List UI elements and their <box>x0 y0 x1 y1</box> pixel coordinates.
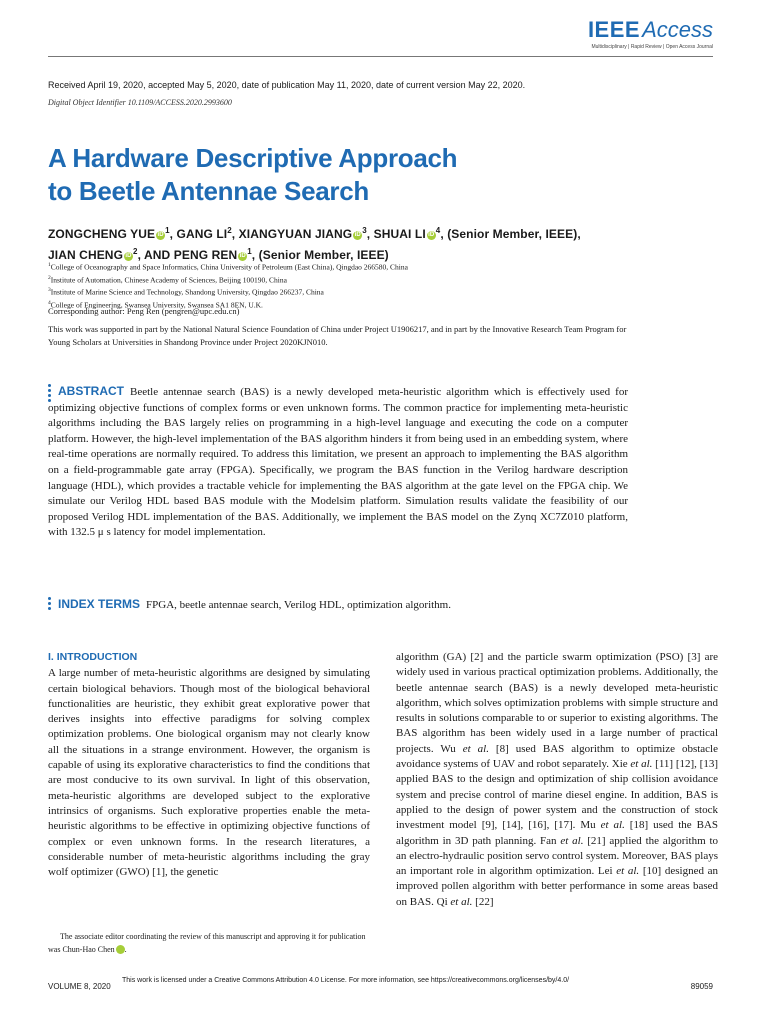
orcid-icon[interactable]: iD <box>125 253 132 259</box>
header-rule <box>48 56 713 57</box>
et-al: et al. <box>616 865 640 878</box>
author-membership: , (Senior Member, IEEE), <box>440 227 581 241</box>
intro-paragraph: A large number of meta-heuristic algorithms are designed by simulating certain biological behaviors. Though most of the biological behavioral functionalities are heuristic, they exhibit great explorative power that derives insights into effective paradigms for solving complex optimization problems. One biological organism may not clearly know all the situations in a strange environment. However, the organism is capable of using its explorative characteristics to find the conditions that are most conducive to its own survival. In light of this observation, meta-heuristic algorithms are developed subject to the explorative intrinsics of organisms. Such explorative properties enable the meta-heuristic algorithms to be effective in optimizing objective functions of complex or even unknown forms. In the research literatures, a considerable number of meta-heuristic algorithms including the gray wolf optimizer (GWO) [1], the genetic <box>48 667 370 879</box>
author-name: , XIANGYUAN JIANG <box>231 227 353 241</box>
author-list <box>48 222 688 264</box>
author-affil-number: 3 <box>362 226 367 235</box>
paper-title <box>48 142 568 208</box>
intro-text: [18] used the BAS algorithm in 3D path planning. Fan <box>396 819 719 847</box>
orcid-icon[interactable]: iD <box>157 232 164 238</box>
index-terms-heading: INDEX TERMS <box>58 597 141 611</box>
logo-bold: IEEE <box>587 17 641 42</box>
orcid-icon[interactable]: iD <box>116 945 125 954</box>
journal-logo <box>588 18 713 50</box>
author-name: JIAN CHENG <box>48 248 124 262</box>
et-al: et al. <box>630 758 653 771</box>
footer-volume: VOLUME 8, 2020 <box>48 982 111 991</box>
orcid-icon[interactable]: iD <box>428 232 435 238</box>
orcid-icon[interactable]: iD <box>239 253 246 259</box>
author-affil-number: 1 <box>165 226 170 235</box>
intro-text: [21] applied the algorithm to an electro-hydraulic position servo control system. Moreover, BAS plays an important role in algorithm optimization. Lei <box>396 834 719 878</box>
abstract-heading: ABSTRACT <box>58 384 124 398</box>
body-column-left <box>48 650 370 880</box>
et-al: et al. <box>450 895 473 908</box>
author-name: , GANG LI <box>169 227 228 241</box>
intro-text: [11] [12], [13] applied BAS to the design and optimization of ship collision avoidance system and precise control of marine diesel engine. In addition, BAS is applied to the design of power system and the construction of stock investment model [9], [14], [16], [17]. Mu <box>396 758 718 832</box>
affiliation-text: Institute of Marine Science and Technology, Shandong University, Qingdao 266237, China <box>50 287 324 297</box>
affiliation-number: 3 <box>48 287 51 293</box>
affiliation-number: 2 <box>48 274 51 281</box>
author-name: ZONGCHENG YUE <box>48 227 156 241</box>
orcid-icon[interactable]: iD <box>354 232 361 238</box>
abstract-text: Beetle antennae search (BAS) is a newly developed meta-heuristic algorithm which is effectively used for optimizing objective functions of complex forms or even unknown forms. The common practice for implementing meta-heuristic algorithms including the BAS largely relies on programming in a high-level language and executing the code on a computer platform. However, the high-level implementation of the BAS algorithm hinders it from being used in an embedding system, where real-time operations are normally required. To address this limitation, we present an approach to implementing the BAS algorithm on a field-programmable gate array (FPGA). Specifically, we program the BAS function in the Verilog hardware description language (HDL), which provides a tractable vehicle for implementing the BAS algorithm at the gate level on the FPGA chip. We simulate our Verilog HDL based BAS module with the Modelsim platform. Simulation results validate the feasibility of our proposed Verilog HDL implementation of the BAS. Additionally, we implement the BAS model on the Zynq XC7Z010 platform, with 132.5 μ s latency for model implementation. <box>48 386 628 539</box>
affiliation-list <box>48 260 408 310</box>
received-dates: Received April 19, 2020, accepted May 5, 2020, date of publication May 11, 2020, date of current version May 22, 2020. <box>48 80 526 90</box>
author-membership: , (Senior Member, IEEE) <box>251 248 389 262</box>
author-affil-number: 2 <box>227 226 232 235</box>
et-al: et al. <box>560 834 584 847</box>
author-name: , SHUAI LI <box>366 227 426 241</box>
intro-text: [8] used BAS algorithm to optimize obstacle avoidance systems of UAV and robot separately. Xie <box>396 742 718 771</box>
doi: Digital Object Identifier 10.1109/ACCESS.2020.2993600 <box>48 98 232 107</box>
affiliation <box>48 273 408 286</box>
section-heading: I. INTRODUCTION <box>48 651 138 663</box>
index-terms <box>48 597 628 613</box>
intro-text: algorithm (GA) [2] and the particle swarm optimization (PSO) [3] are widely used in various practical optimization problems. Additionally, the beetle antennae search (BAS) is a newly developed meta-heuristic algorithm, which solves optimization problems with simple structure and results in solutions comparable to or superior to existing algorithms. The BAS algorithm has been widely used in a large number of practical projects. Wu <box>396 651 718 755</box>
page-number: 89059 <box>690 982 713 991</box>
author-affil-number: 4 <box>435 226 441 235</box>
intro-text: [22] <box>472 895 494 908</box>
title-line-1: A Hardware Descriptive Approach <box>48 143 458 173</box>
editor-footnote: The associate editor coordinating the review of this manuscript and approving it for publication was Chun-Hao Chen iD. <box>48 932 366 954</box>
author-affil-number: 2 <box>133 247 138 256</box>
footer-license[interactable]: This work is licensed under a Creative Commons Attribution 4.0 License. For more information, see https://creativecommons.org/licenses/by/4.0/ <box>122 977 570 984</box>
affiliation <box>48 260 408 273</box>
affiliation-text: Institute of Automation, Chinese Academy of Sciences, Beijing 100190, China <box>50 275 287 284</box>
affiliation-text: College of Engineering, Swansea University, Swansea SA1 8EN, U.K. <box>50 300 263 309</box>
index-terms-text: FPGA, beetle antennae search, Verilog HDL, optimization algorithm. <box>146 599 451 611</box>
affiliation-number: 1 <box>48 262 51 268</box>
funding-statement: This work was supported in part by the National Natural Science Foundation of China under Project U1906217, and in part by the Innovative Research Team Program for Young Scholars at Universities in Shandong Province under Project 2020KJN010. <box>48 324 627 347</box>
affiliation-number: 4 <box>48 299 51 306</box>
body-column-right <box>396 650 718 910</box>
et-al: et al. <box>600 819 625 832</box>
affiliation-text: College of Oceanography and Space Informatics, China University of Petroleum (East China), Qingdao 266580, China <box>50 262 408 272</box>
corresponding-author: Corresponding author: Peng Ren (pengren@upc.edu.cn) <box>48 306 240 316</box>
title-line-2: to Beetle Antennae Search <box>48 176 369 206</box>
author-affil-number: 1 <box>247 247 252 256</box>
affiliation <box>48 285 408 298</box>
abstract <box>48 384 628 541</box>
author-name: , AND PENG REN <box>137 248 238 262</box>
logo-italic: Access <box>642 17 713 42</box>
et-al: et al. <box>462 742 489 755</box>
footnote-text: The associate editor coordinating the review of this manuscript and approving it for publication was Chun-Hao Chen <box>48 932 366 954</box>
logo-tagline: Multidisciplinary | Rapid Review | Open Access Journal <box>591 44 713 50</box>
intro-text: [10] designed an improved pollen algorithm with better performance in some areas based on BAS. Qi <box>396 865 719 908</box>
